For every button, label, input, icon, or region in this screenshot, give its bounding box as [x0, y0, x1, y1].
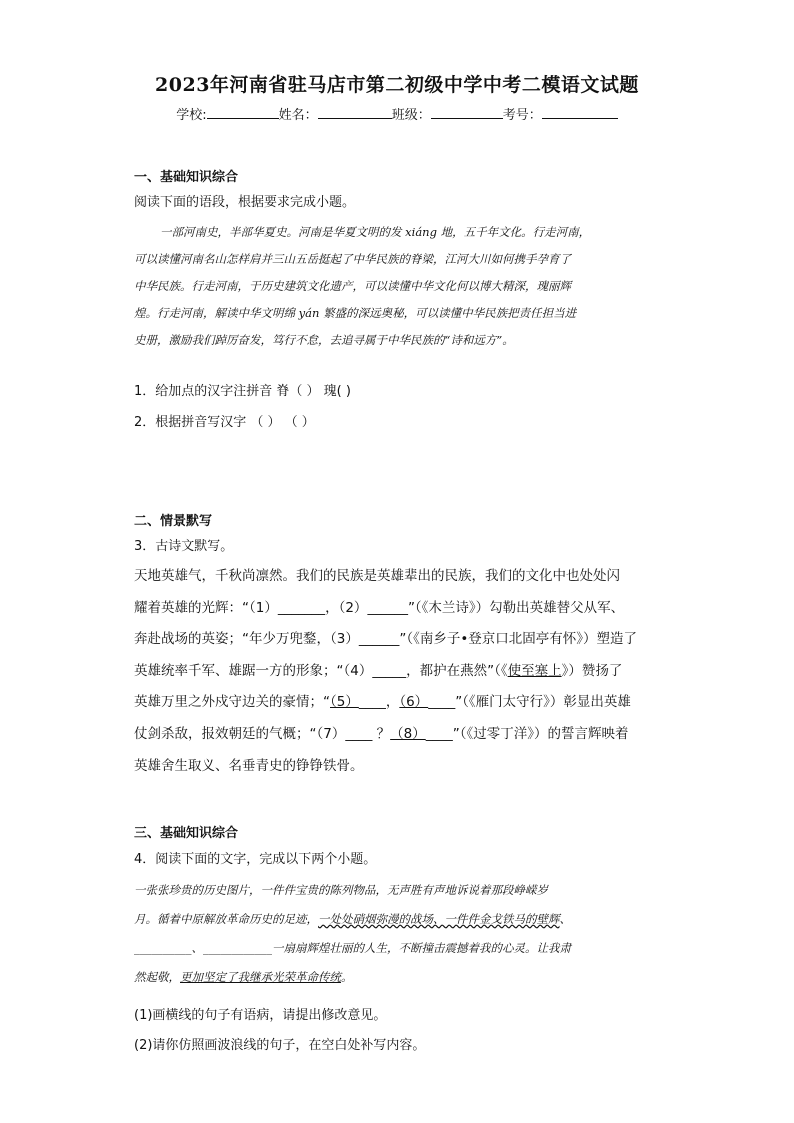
- text-run: ？: [372, 725, 391, 742]
- section-1-intro: 阅读下面的语段，根据要求完成小题。: [134, 195, 356, 210]
- name-label: 姓名：: [278, 108, 318, 123]
- underlined-text: 使至塞上: [507, 662, 562, 679]
- passage-line: 中华民族。行走河南，于历史建筑文化遗产，可以读懂中华文化何以博大精深，瑰丽辉: [134, 279, 571, 293]
- passage-line: [134, 687, 637, 719]
- underlined-text: （5）: [330, 694, 359, 711]
- school-field[interactable]: [207, 106, 279, 119]
- section-3-passage: [134, 876, 662, 992]
- section-1-heading: 一、基础知识综合: [134, 170, 239, 185]
- page-title: 2023年河南省驻马店市第二初级中学中考二模语文试题: [155, 74, 639, 96]
- text-run: ，（2）: [325, 599, 368, 616]
- text-run: 仗剑杀敌，报效朝廷的气概；“（7）: [134, 725, 346, 742]
- answer-blank[interactable]: __________: [134, 941, 192, 955]
- text-run: ”（《过零丁洋》）的誓言辉映着: [452, 725, 629, 742]
- text-run: 、: [191, 941, 203, 955]
- text-run: 》）赞扬了: [561, 662, 623, 679]
- passage-line: 煌。行走河南，解读中华文明绵 yán 繁盛的深远奥秘，可以读懂中华民族把责任担当进: [134, 306, 577, 320]
- underlined-text: （6）: [399, 694, 429, 711]
- passage-line: [134, 963, 662, 992]
- answer-blank[interactable]: ______: [358, 631, 400, 648]
- passage-line: 可以读懂河南名山怎样肩并三山五岳挺起了中华民族的脊梁，江河大川如何携手孕育了: [134, 252, 571, 266]
- text-run: 然起敬，: [134, 970, 180, 984]
- answer-blank[interactable]: ____: [425, 725, 453, 742]
- passage-line: [134, 624, 637, 656]
- answer-blank[interactable]: ____: [345, 725, 373, 742]
- section-1-passage: [134, 219, 662, 354]
- section-2-heading: 二、情景默写: [134, 514, 213, 529]
- name-field[interactable]: [318, 106, 392, 119]
- text-run: 英雄舍生取义、名垂青史的铮铮铁骨。: [134, 757, 364, 774]
- exam-no-label: 考号：: [502, 108, 542, 123]
- passage-line: [134, 876, 662, 905]
- text-run: 天地英雄气，千秋尚凛然。我们的民族是英雄辈出的民族，我们的文化中也处处闪: [134, 568, 620, 584]
- text-run: 奔赴战场的英姿；“年少万兜鍪，（3）: [134, 631, 359, 648]
- passage-line: 史册，激励我们踔厉奋发，笃行不怠，去追寻属于中华民族的“诗和远方”。: [134, 333, 514, 347]
- underlined-text: 更加坚定了我继承光荣革命传统: [180, 970, 341, 984]
- text-run: 一张张珍贵的历史图片，一件件宝贵的陈列物品，无声胜有声地诉说着那段峥嵘岁: [134, 883, 548, 897]
- text-run: 英雄统率千军、雄踞一方的形象；“（4）: [134, 662, 373, 679]
- text-run: 、: [559, 912, 571, 926]
- answer-blank[interactable]: _______: [277, 599, 326, 616]
- school-label: 学校:: [176, 108, 207, 123]
- sub-question-1: (1)画横线的句子有语病，请提出修改意见。: [134, 1008, 387, 1023]
- question-3: 3．古诗文默写。: [134, 539, 234, 554]
- question-4: 4．阅读下面的文字，完成以下两个小题。: [134, 852, 377, 867]
- text-run: 。: [341, 970, 353, 984]
- class-field[interactable]: [431, 106, 503, 119]
- passage-line: [134, 656, 637, 688]
- answer-blank[interactable]: ____________: [203, 941, 272, 955]
- passage-line: [134, 934, 662, 963]
- answer-blank[interactable]: ____: [428, 694, 456, 711]
- text-run: 耀着英雄的光辉：“（1）: [134, 599, 278, 616]
- section-3-heading: 三、基础知识综合: [134, 826, 239, 841]
- passage-line: [134, 593, 637, 625]
- passage-line: [134, 561, 637, 593]
- question-1: 1．给加点的汉字注拼音 脊（ ） 瑰( ): [134, 384, 351, 399]
- question-2: 2．根据拼音写汉字 （ ） （ ）: [134, 415, 315, 430]
- text-run: ”（《木兰诗》）勾勒出英雄替父从军、: [407, 599, 625, 616]
- exam-no-field[interactable]: [542, 106, 618, 119]
- text-run: ，都护在燕然”（《: [406, 662, 508, 679]
- answer-blank[interactable]: ______: [367, 599, 408, 616]
- passage-line: 一部河南史，半部华夏史。河南是华夏文明的发 xiáng 地，五千年文化。行走河南，: [160, 225, 591, 239]
- passage-line: [134, 751, 637, 783]
- wavy-underlined-text: 一处处硝烟弥漫的战场、一件件金戈铁马的壁辉: [318, 912, 560, 926]
- answer-blank[interactable]: _____: [372, 662, 407, 679]
- section-2-passage: [134, 561, 637, 782]
- answer-blank[interactable]: ____: [358, 694, 386, 711]
- student-info-line: [0, 104, 794, 123]
- text-run: ”（《南乡子•登京口北固亭有怀》）塑造了: [399, 631, 638, 648]
- class-label: 班级：: [391, 108, 431, 123]
- text-run: 月。循着中原解放革命历史的足迹，: [134, 912, 318, 926]
- sub-question-2: (2)请你仿照画波浪线的句子，在空白处补写内容。: [134, 1038, 426, 1053]
- underlined-text: （8）: [390, 725, 426, 742]
- text-run: 英雄万里之外戍守边关的豪情；“: [134, 694, 330, 711]
- passage-line: [134, 719, 637, 751]
- text-run: ”（《雁门太守行》）彰显出英雄: [455, 694, 631, 711]
- passage-line: [134, 905, 662, 934]
- text-run: ，: [385, 694, 400, 711]
- text-run: 一扇扇辉煌壮丽的人生，不断撞击震撼着我的心灵。让我肃: [272, 941, 571, 955]
